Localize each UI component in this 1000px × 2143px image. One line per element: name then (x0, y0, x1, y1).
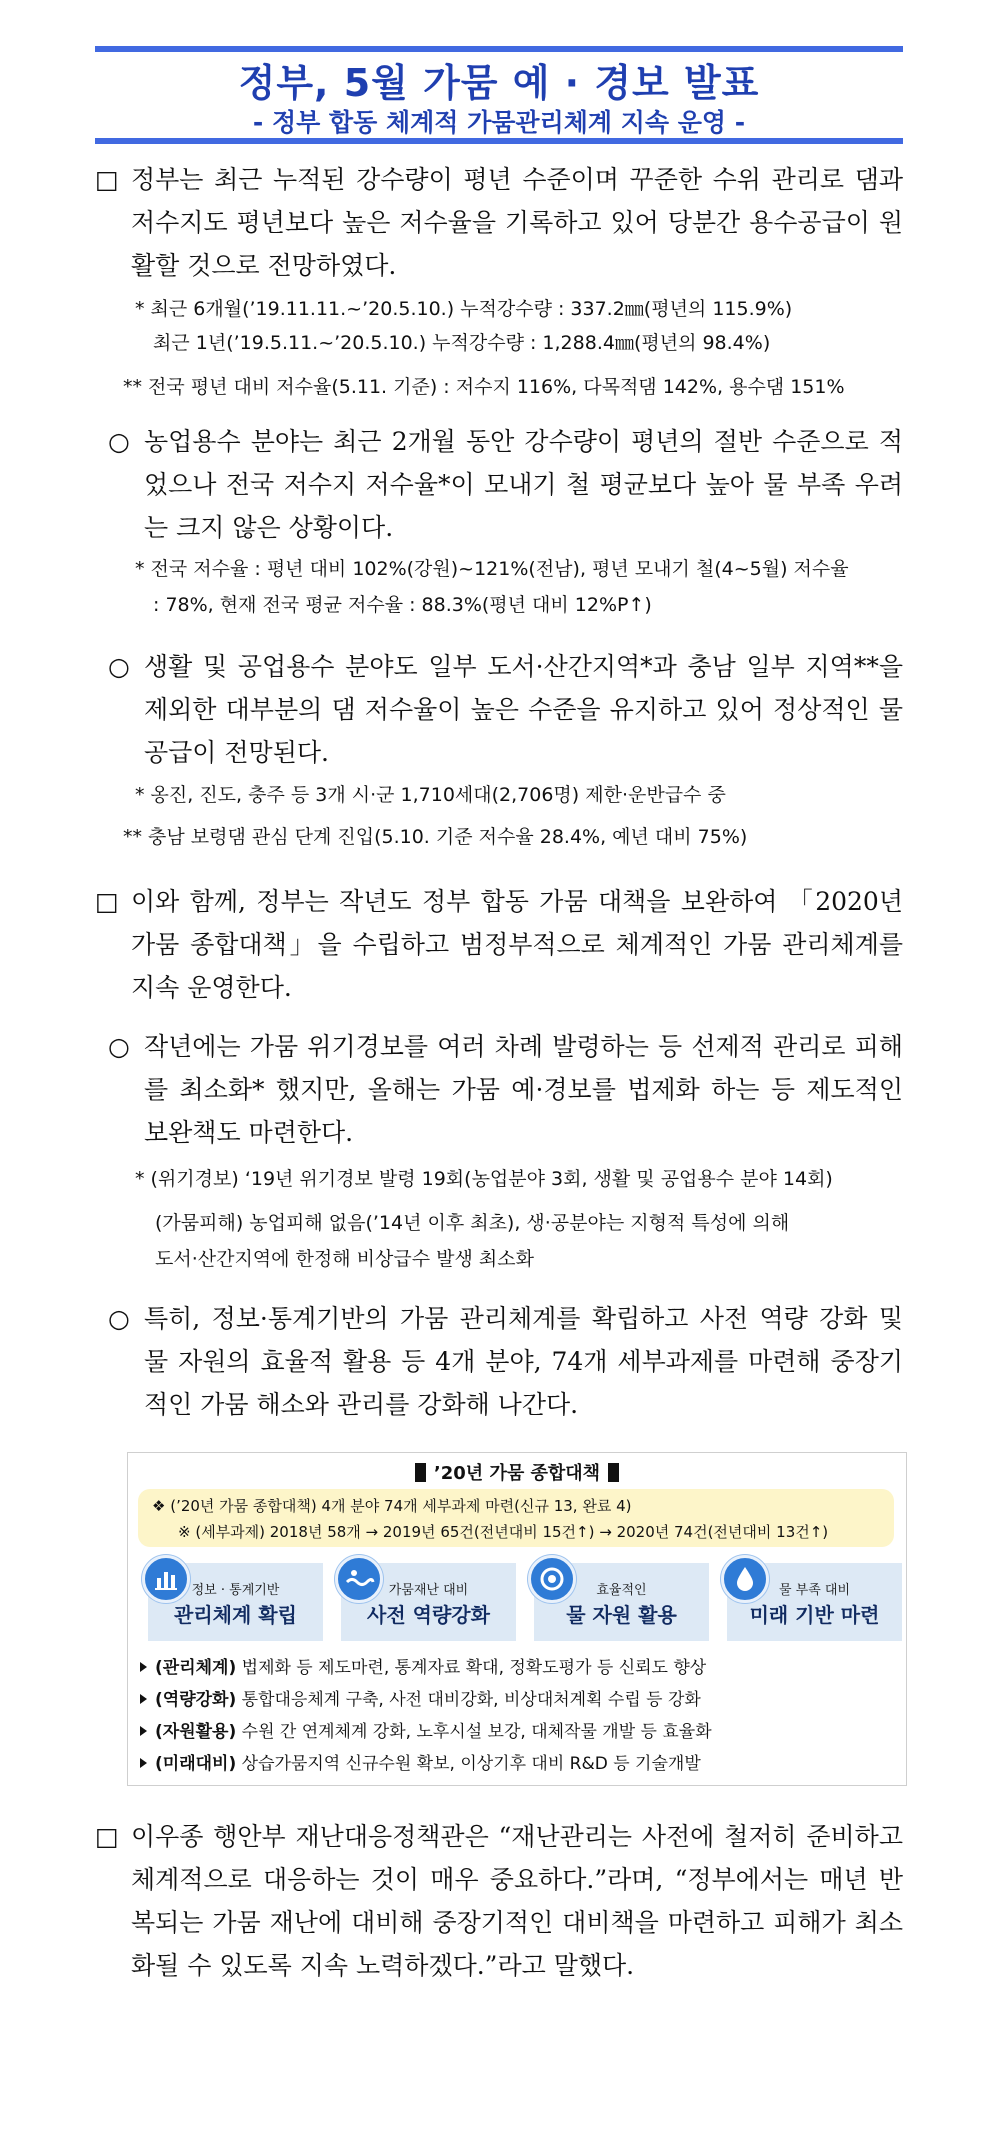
section-1b-note-1: * 옹진, 진도, 충주 등 3개 시·군 1,710세대(2,706명) 제한·운반급수 중 (135, 784, 726, 806)
triangle-bullet-icon (140, 1662, 147, 1672)
summary-item-text: 법제화 등 제도마련, 통계자료 확대, 정확도평가 등 신뢰도 향상 (241, 1658, 707, 1678)
sub-bullet: ○ (108, 1304, 130, 1333)
summary-highlight (138, 1489, 894, 1547)
sub-bullet: ○ (108, 427, 130, 456)
square-marker-icon (415, 1463, 426, 1482)
section-2a-note-line-3: 도서·산간지역에 한정해 비상급수 발생 최소화 (155, 1248, 534, 1270)
section-1b-note-2: ** 충남 보령댐 관심 단계 진입(5.10. 기준 저수율 28.4%, 예년 대비 75%) (123, 826, 748, 848)
triangle-bullet-icon (140, 1726, 147, 1736)
summary-item-label: (역량강화) (155, 1690, 237, 1710)
section-1a-note-line-2: : 78%, 현재 전국 평균 저수율 : 88.3%(평년 대비 12%P↑) (153, 594, 652, 616)
section-2a-note-line-2: (가뭄피해) 농업피해 없음(’14년 이후 최초), 생·공분야는 지형적 특성에 의해 (155, 1212, 790, 1234)
summary-highlight-line-1: ❖ (’20년 가뭄 종합대책) 4개 분야 74개 세부과제 마련(신규 13, 완료 4) (152, 1497, 632, 1515)
category-card-4 (727, 1563, 902, 1641)
summary-item-label: (관리체계) (155, 1658, 237, 1678)
section-1 (95, 158, 903, 288)
summary-item-2 (140, 1685, 701, 1710)
section-1a (108, 420, 903, 550)
section-3 (95, 1815, 903, 1995)
card-caption: 물 부족 대비 (778, 1583, 851, 1598)
page-title: 정부, 5월 가뭄 예 · 경보 발표 (238, 61, 760, 105)
summary-item-text: 상습가뭄지역 신규수원 확보, 이상기후 대비 R&D 등 기술개발 (241, 1754, 701, 1774)
section-1-note-2: ** 전국 평년 대비 저수율(5.11. 기준) : 저수지 116%, 다목적댐 142%, 용수댐 151% (123, 376, 845, 398)
section-1a-text: 농업용수 분야는 최근 2개월 동안 강수량이 평년의 절반 수준으로 적었으나 전국 저수지 저수율*이 모내기 철 평균보다 높아 물 부족 우려는 크지 않은 상황이다. (144, 427, 903, 542)
card-caption: 가뭄재난 대비 (388, 1583, 469, 1598)
section-1a-note-line-1: * 전국 저수율 : 평년 대비 102%(강원)~121%(전남), 평년 모내기 철(4~5월) 저수율 (135, 558, 849, 580)
square-marker-icon (608, 1463, 619, 1482)
bottom-rule (95, 138, 903, 144)
section-2a-note-line-1: * (위기경보) ‘19년 위기경보 발령 19회(농업분야 3회, 생활 및 공업용수 분야 14회) (135, 1168, 833, 1190)
section-bullet: □ (95, 887, 119, 916)
section-bullet: □ (95, 1822, 119, 1851)
triangle-bullet-icon (140, 1758, 147, 1768)
category-card-3 (534, 1563, 709, 1641)
section-2b (108, 1297, 903, 1427)
section-2-text: 이와 함께, 정부는 작년도 정부 합동 가뭄 대책을 보완하여 「2020년 가뭄 종합대책」을 수립하고 범정부적으로 체계적인 가뭄 관리체계를 지속 운영한다. (131, 887, 903, 1002)
summary-item-1 (140, 1653, 706, 1678)
summary-item-4 (140, 1749, 701, 1774)
summary-box-title-text: ’20년 가뭄 종합대책 (433, 1463, 601, 1484)
card-heading: 미래 기반 마련 (749, 1603, 880, 1627)
section-1-note-1b: 최근 1년(’19.5.11.~’20.5.10.) 누적강수량 : 1,288.4㎜(평년의 98.4%) (153, 332, 771, 354)
section-1b-text: 생활 및 공업용수 분야도 일부 도서·산간지역*과 충남 일부 지역**을 제외한 대부분의 댐 저수율이 높은 수준을 유지하고 있어 정상적인 물 공급이 전망된다. (144, 652, 903, 767)
summary-box (127, 1452, 907, 1786)
card-heading: 사전 역량강화 (367, 1603, 490, 1627)
page-subtitle: - 정부 합동 체계적 가뭄관리체계 지속 운영 - (252, 108, 746, 137)
card-heading: 관리체계 확립 (174, 1603, 297, 1627)
summary-box-title (128, 1459, 906, 1485)
section-1b (108, 645, 903, 775)
section-2a-text: 작년에는 가뭄 위기경보를 여러 차례 발령하는 등 선제적 관리로 피해를 최소화* 했지만, 올해는 가뭄 예·경보를 법제화 하는 등 제도적인 보완책도 마련한다. (144, 1032, 903, 1147)
summary-item-text: 통합대응체계 구축, 사전 대비강화, 비상대처계획 수립 등 강화 (241, 1690, 701, 1710)
section-bullet: □ (95, 165, 119, 194)
card-caption: 정보 · 통계기반 (191, 1583, 280, 1598)
section-2b-text: 특히, 정보·통계기반의 가뭄 관리체계를 확립하고 사전 역량 강화 및 물 자원의 효율적 활용 등 4개 분야, 74개 세부과제를 마련해 중장기적인 가뭄 해소와 관리를 강화해 나간다. (144, 1304, 903, 1419)
card-heading: 물 자원 활용 (566, 1603, 677, 1627)
section-2a (108, 1025, 903, 1155)
triangle-bullet-icon (140, 1694, 147, 1704)
sub-bullet: ○ (108, 652, 130, 681)
sub-bullet: ○ (108, 1032, 130, 1061)
summary-item-label: (자원활용) (155, 1722, 237, 1742)
category-card-1 (148, 1563, 323, 1641)
section-3-text: 이우종 행안부 재난대응정책관은 “재난관리는 사전에 철저히 준비하고 체계적으로 대응하는 것이 매우 중요하다.”라며, “정부에서는 매년 반복되는 가뭄 재난에 대비해 중장기적인 대비책을 마련하고 피해가 최소화될 수 있도록 지속 노력하겠다.”라고 말했다. (131, 1822, 903, 1980)
category-card-2 (341, 1563, 516, 1641)
section-1-note-1a: * 최근 6개월(’19.11.11.~’20.5.10.) 누적강수량 : 337.2㎜(평년의 115.9%) (135, 298, 793, 320)
summary-item-text: 수원 간 연계체계 강화, 노후시설 보강, 대체작물 개발 등 효율화 (241, 1722, 712, 1742)
summary-item-label: (미래대비) (155, 1754, 237, 1774)
card-caption: 효율적인 (596, 1583, 647, 1598)
section-2 (95, 880, 903, 1010)
summary-item-3 (140, 1717, 712, 1742)
summary-highlight-line-2: ※ (세부과제) 2018년 58개 → 2019년 65건(전년대비 15건↑) → 2020년 74건(전년대비 13건↑) (178, 1523, 829, 1541)
section-1-text: 정부는 최근 누적된 강수량이 평년 수준이며 꾸준한 수위 관리로 댐과 저수지도 평년보다 높은 저수율을 기록하고 있어 당분간 용수공급이 원활할 것으로 전망하였다. (131, 165, 903, 280)
